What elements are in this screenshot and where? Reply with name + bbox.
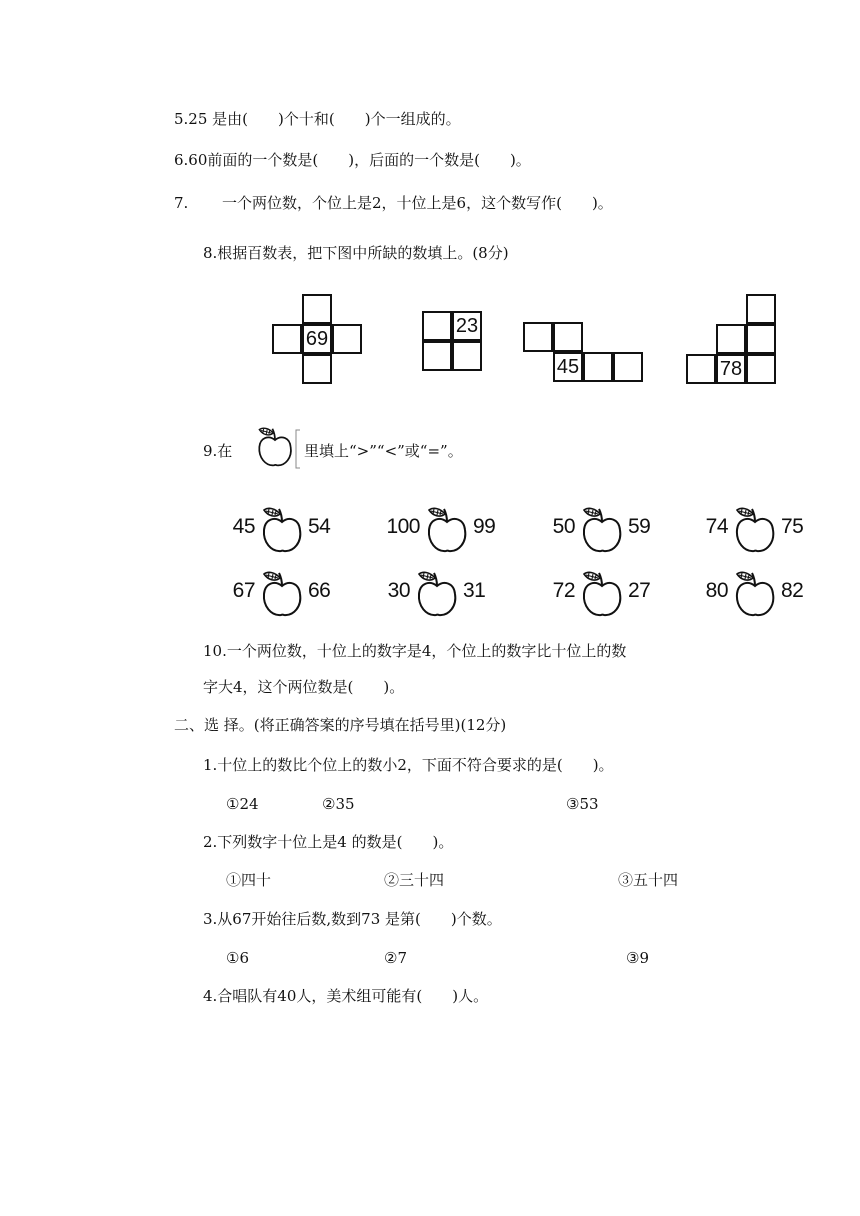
choice-1-option-1: ①24 [226,795,259,813]
compare-right: 59 [628,515,651,538]
compare-left: 30 [387,579,410,602]
grid-cell [746,324,776,354]
compare-item [515,505,665,555]
grid-cell [332,324,362,354]
compare-item [360,505,510,555]
apple-icon [255,425,295,469]
grid-cell-given: 45 [553,352,583,382]
compare-item [668,569,818,619]
compare-right: 75 [781,515,804,538]
apple-answer-icon[interactable] [579,505,625,555]
compare-right: 99 [473,515,496,538]
compare-left: 72 [552,579,575,602]
compare-left: 45 [232,515,255,538]
apple-answer-icon[interactable] [424,505,470,555]
grid-cell [422,311,452,341]
compare-item [515,569,665,619]
grid-cell [422,341,452,371]
grid-cell [716,324,746,354]
compare-right: 27 [628,579,651,602]
choice-4-question: 4.合唱队有40人，美术组可能有( )人。 [203,987,489,1005]
choice-3-option-3: ③9 [626,949,649,967]
compare-left: 80 [705,579,728,602]
question-10-line-2: 字大4，这个两位数是( )。 [203,678,405,696]
grid-cell [746,294,776,324]
apple-answer-icon[interactable] [259,569,305,619]
choice-1-question: 1.十位上的数比个位上的数小2，下面不符合要求的是( )。 [203,756,614,774]
grid-cell-given: 23 [452,311,482,341]
choice-2-option-1: ①四十 [226,871,272,889]
grid-cell [302,354,332,384]
section-2-title: 二、选 择。(将正确答案的序号填在括号里)(12分) [174,716,507,734]
apple-answer-icon[interactable] [259,505,305,555]
compare-right: 54 [308,515,331,538]
grid-cell [523,322,553,352]
grid-cell [746,354,776,384]
choice-3-option-2: ②7 [384,949,407,967]
choice-2-question: 2.下列数字十位上是4 的数是( )。 [203,833,454,851]
grid-cell [272,324,302,354]
compare-item [350,569,500,619]
question-6: 6.60前面的一个数是( )，后面的一个数是( )。 [174,151,531,169]
choice-3-question: 3.从67开始往后数,数到73 是第( )个数。 [203,910,502,928]
question-7-number: 7. [174,194,189,212]
choice-3-option-1: ①6 [226,949,249,967]
grid-cell [452,341,482,371]
compare-item [195,569,345,619]
grid-cell [583,352,613,382]
apple-answer-icon[interactable] [732,505,778,555]
compare-right: 82 [781,579,804,602]
choice-1-option-3: ③53 [566,795,599,813]
compare-left: 100 [386,515,420,538]
apple-answer-icon[interactable] [414,569,460,619]
compare-left: 74 [705,515,728,538]
compare-item [668,505,818,555]
question-9-prefix: 9.在 [203,442,233,460]
compare-left: 67 [232,579,255,602]
question-7-text: 一个两位数，个位上是2，十位上是6，这个数写作( )。 [222,194,613,212]
compare-right: 66 [308,579,331,602]
grid-cell-given: 78 [716,354,746,384]
compare-right: 31 [463,579,486,602]
bracket-icon [294,429,302,469]
choice-2-option-3: ③五十四 [618,871,679,889]
choice-2-option-2: ②三十四 [384,871,445,889]
question-8: 8.根据百数表，把下图中所缺的数填上。(8分) [203,244,509,262]
question-9-suffix: 里填上“>”“<”或“=”。 [304,442,463,460]
apple-answer-icon[interactable] [732,569,778,619]
compare-item [195,505,345,555]
grid-cell-given: 69 [302,324,332,354]
grid-cell [613,352,643,382]
grid-cell [686,354,716,384]
grid-cell [553,322,583,352]
compare-left: 50 [552,515,575,538]
choice-1-option-2: ②35 [322,795,355,813]
apple-answer-icon[interactable] [579,569,625,619]
grid-cell [302,294,332,324]
question-5: 5.25 是由( )个十和( )个一组成的。 [174,110,461,128]
question-10-line-1: 10.一个两位数，十位上的数字是4，个位上的数字比十位上的数 [203,642,627,660]
